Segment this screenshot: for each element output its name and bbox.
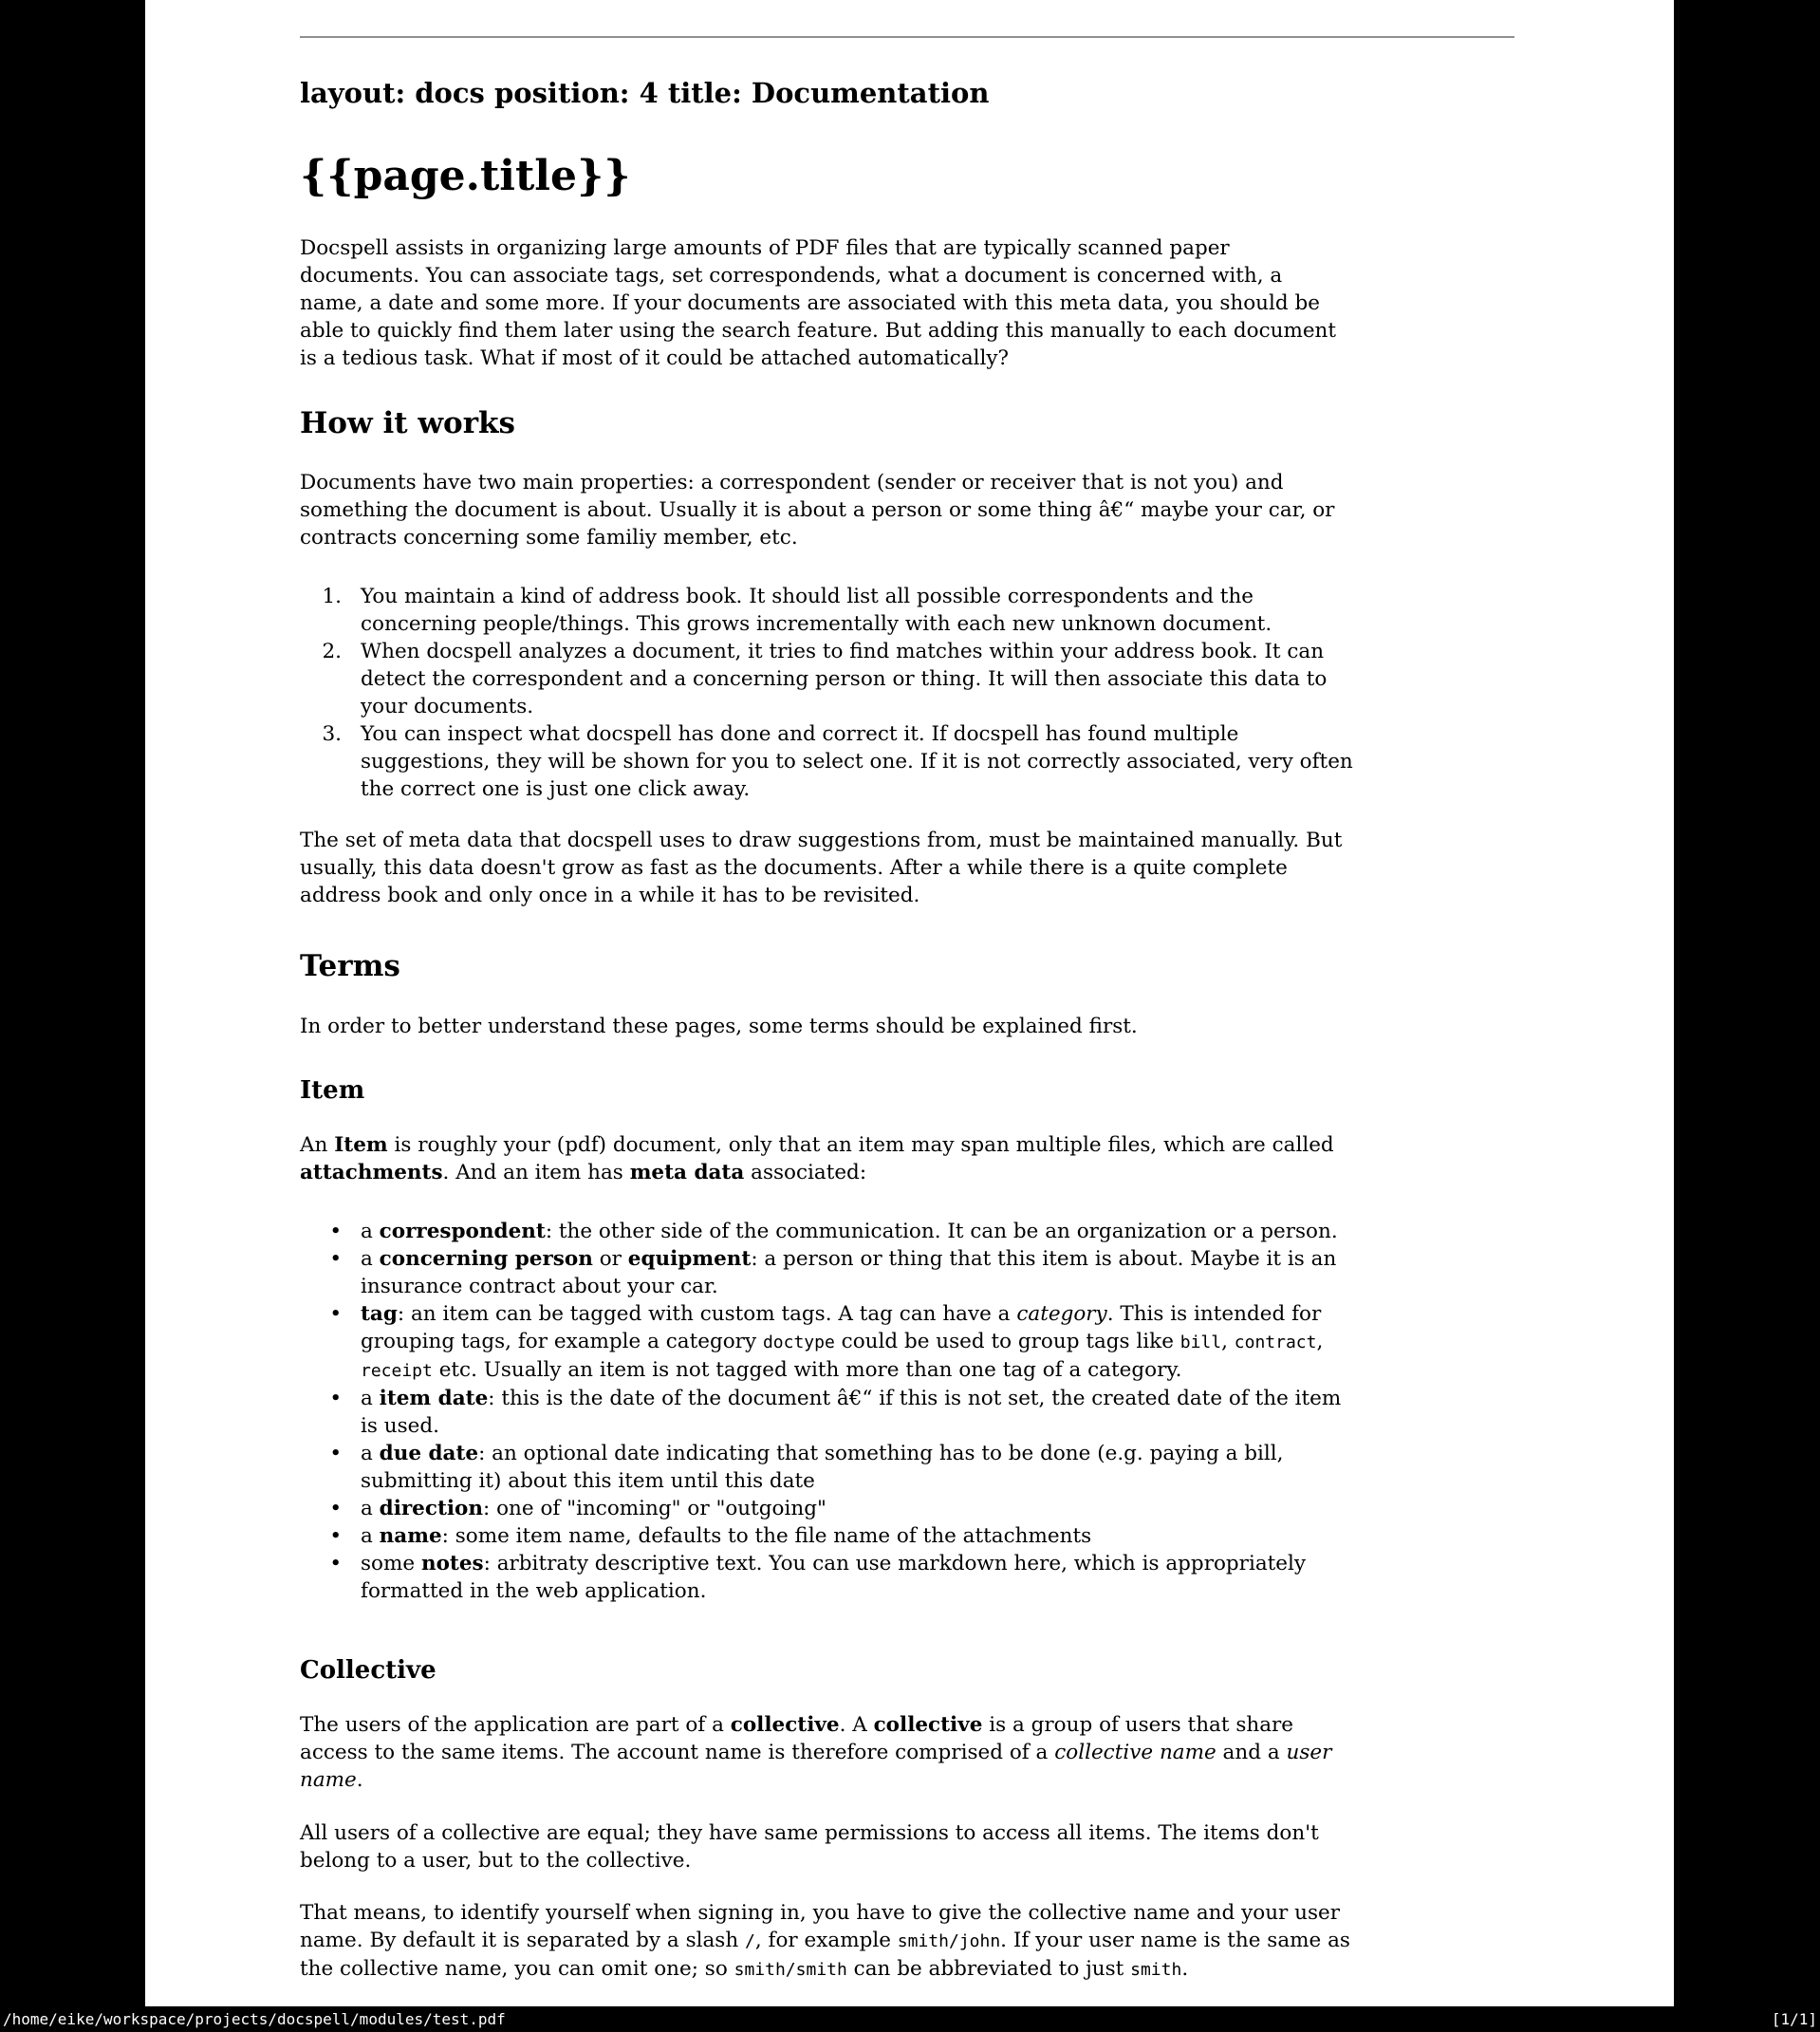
list-item xyxy=(300,583,1514,638)
terms-intro-paragraph xyxy=(300,1013,1514,1040)
text-line: submitting it) about this item until this date xyxy=(361,1469,815,1493)
italic-text: category xyxy=(1016,1302,1107,1326)
bold-text: equipment xyxy=(627,1247,752,1271)
text-line: the collective name, you can omit one; so smith/smith can be abbreviated to just smith. xyxy=(300,1957,1189,1981)
status-file-path: /home/eike/workspace/projects/docspell/modules/test.pdf xyxy=(3,2010,506,2028)
text-line: a item date: this is the date of the document â€“ if this is not set, the created date of the item xyxy=(361,1387,1342,1410)
text-line: How it works xyxy=(300,406,515,440)
meta-data-paragraph xyxy=(300,827,1514,909)
list-marker: • xyxy=(329,1442,342,1465)
text-line: a due date: an optional date indicating that something has to be done (e.g. paying a bill, xyxy=(361,1442,1284,1465)
bold-text: direction xyxy=(379,1497,484,1520)
text-line: tag: an item can be tagged with custom tags. A tag can have a category. This is intended for xyxy=(361,1302,1322,1326)
text-line: detect the correspondent and a concerning person or thing. It will then associate this data to xyxy=(361,667,1328,691)
heading-how-it-works xyxy=(300,406,1514,440)
text-line: is a tedious task. What if most of it could be attached automatically? xyxy=(300,346,1010,370)
heading-item xyxy=(300,1076,1514,1106)
list-item xyxy=(300,1550,1514,1605)
text-line: grouping tags, for example a category doctype could be used to group tags like bill, contract, xyxy=(361,1330,1324,1353)
list-item xyxy=(300,1385,1514,1440)
bold-text: name xyxy=(379,1524,442,1548)
text-line: You can inspect what docspell has done and correct it. If docspell has found multiple xyxy=(361,722,1239,746)
text-line: insurance contract about your car. xyxy=(361,1275,718,1298)
italic-text: user xyxy=(1286,1741,1332,1764)
text-line: In order to better understand these pages, some terms should be explained first. xyxy=(300,1015,1138,1038)
document-content xyxy=(300,0,1514,1984)
list-marker: • xyxy=(329,1247,342,1271)
text-line: name. By default it is separated by a slash /, for example smith/john. If your user name is the same as xyxy=(300,1929,1350,1952)
item-paragraph xyxy=(300,1131,1514,1186)
text-line: your documents. xyxy=(361,695,534,718)
bold-text: collective xyxy=(873,1713,983,1737)
text-line: address book and only once in a while it has to be revisited. xyxy=(300,884,920,907)
bold-text: due date xyxy=(379,1442,479,1465)
text-line: is used. xyxy=(361,1414,439,1438)
text-line: You maintain a kind of address book. It should list all possible correspondents and the xyxy=(361,585,1254,608)
document-page[interactable] xyxy=(145,0,1674,2006)
text-line: When docspell analyzes a document, it tries to find matches within your address book. It can xyxy=(361,640,1325,663)
text-line: Collective xyxy=(300,1656,436,1685)
text-line: Terms xyxy=(300,949,400,983)
text-line: That means, to identify yourself when signing in, you have to give the collective name and your user xyxy=(300,1901,1341,1925)
bold-text: item date xyxy=(379,1387,489,1410)
text-line: the correct one is just one click away. xyxy=(361,777,751,801)
text-line: attachments. And an item has meta data associated: xyxy=(300,1161,867,1184)
text-line: a name: some item name, defaults to the file name of the attachments xyxy=(361,1524,1092,1548)
bold-text: collective xyxy=(730,1713,840,1737)
text-line: belong to a user, but to the collective. xyxy=(300,1849,692,1873)
text-line: The set of meta data that docspell uses to draw suggestions from, must be maintained manually. But xyxy=(300,829,1343,852)
list-item xyxy=(300,1495,1514,1522)
list-marker: • xyxy=(329,1302,342,1326)
text-line: Item xyxy=(300,1076,365,1105)
list-item xyxy=(300,1522,1514,1550)
text-line: suggestions, they will be shown for you to select one. If it is not correctly associated, very often xyxy=(361,750,1353,774)
bold-text: Item xyxy=(334,1133,388,1157)
collective-paragraph-2 xyxy=(300,1819,1514,1874)
code-text: contract xyxy=(1234,1333,1317,1352)
status-bar xyxy=(0,2006,1820,2032)
how-it-works-steps xyxy=(300,583,1514,803)
text-line: a concerning person or equipment: a person or thing that this item is about. Maybe it is an xyxy=(361,1247,1337,1271)
code-text: doctype xyxy=(762,1333,835,1352)
how-it-works-paragraph xyxy=(300,469,1514,551)
heading-terms xyxy=(300,949,1514,983)
text-line: usually, this data doesn't grow as fast as the documents. After a while there is a quite complete xyxy=(300,856,1288,880)
list-item xyxy=(300,720,1514,803)
text-line: contracts concerning some familiy member, etc. xyxy=(300,526,798,550)
text-line: able to quickly find them later using the search feature. But adding this manually to each document xyxy=(300,319,1337,343)
bold-text: attachments xyxy=(300,1161,443,1184)
list-item xyxy=(300,1245,1514,1300)
bold-text: meta data xyxy=(629,1161,745,1184)
code-text: smith/smith xyxy=(734,1960,847,1980)
collective-paragraph-3 xyxy=(300,1899,1514,1984)
collective-paragraph-1 xyxy=(300,1711,1514,1794)
list-marker: • xyxy=(329,1524,342,1548)
list-item xyxy=(300,1440,1514,1495)
text-line: Docspell assists in organizing large amounts of PDF files that are typically scanned paper xyxy=(300,236,1230,260)
code-text: smith/john xyxy=(897,1931,1001,1951)
list-marker: 2. xyxy=(322,640,342,663)
list-item xyxy=(300,1218,1514,1245)
bold-text: concerning person xyxy=(379,1247,593,1271)
list-item xyxy=(300,1300,1514,1385)
status-page-indicator: [1/1] xyxy=(1771,2010,1817,2028)
bold-text: tag xyxy=(361,1302,398,1326)
intro-paragraph xyxy=(300,234,1514,372)
code-text: bill xyxy=(1179,1333,1222,1352)
text-line: {{page.title}} xyxy=(300,152,631,200)
text-line: access to the same items. The account name is therefore comprised of a collective name and a user xyxy=(300,1741,1332,1764)
bold-text: correspondent xyxy=(379,1220,546,1243)
text-line: concerning people/things. This grows incrementally with each new unknown document. xyxy=(361,612,1272,636)
text-line: a direction: one of "incoming" or "outgoing" xyxy=(361,1497,826,1520)
text-line: name, a date and some more. If your documents are associated with this meta data, you should be xyxy=(300,291,1320,315)
bold-text: notes xyxy=(420,1552,484,1575)
text-line: name. xyxy=(300,1768,363,1792)
front-matter-heading xyxy=(300,77,1514,109)
text-line: some notes: arbitraty descriptive text. You can use markdown here, which is appropriately xyxy=(361,1552,1307,1575)
list-marker: • xyxy=(329,1552,342,1575)
text-line: something the document is about. Usually it is about a person or some thing â€“ maybe your car, or xyxy=(300,498,1335,522)
list-marker: • xyxy=(329,1497,342,1520)
code-text: smith xyxy=(1130,1960,1182,1980)
page-title xyxy=(300,153,1514,200)
text-line: An Item is roughly your (pdf) document, only that an item may span multiple files, which are called xyxy=(300,1133,1334,1157)
text-line: documents. You can associate tags, set correspondends, what a document is concerned with, a xyxy=(300,264,1283,288)
list-marker: 1. xyxy=(322,585,342,608)
list-marker: 3. xyxy=(322,722,342,746)
text-line: receipt etc. Usually an item is not tagged with more than one tag of a category. xyxy=(361,1358,1182,1382)
text-line: layout: docs position: 4 title: Documentation xyxy=(300,77,990,109)
code-text: / xyxy=(745,1931,755,1951)
italic-text: collective name xyxy=(1054,1741,1216,1764)
text-line: All users of a collective are equal; they have same permissions to access all items. The items don't xyxy=(300,1821,1319,1845)
text-line: formatted in the web application. xyxy=(361,1579,707,1603)
text-line: The users of the application are part of a collective. A collective is a group of users that share xyxy=(300,1713,1294,1737)
code-text: receipt xyxy=(361,1361,433,1381)
list-marker: • xyxy=(329,1220,342,1243)
italic-text: name xyxy=(300,1768,357,1792)
list-marker: • xyxy=(329,1387,342,1410)
list-item xyxy=(300,638,1514,720)
text-line: Documents have two main properties: a correspondent (sender or receiver that is not you) and xyxy=(300,471,1284,494)
heading-collective xyxy=(300,1656,1514,1686)
text-line: a correspondent: the other side of the communication. It can be an organization or a person. xyxy=(361,1220,1338,1243)
front-matter-divider xyxy=(300,36,1514,38)
item-meta-list xyxy=(300,1218,1514,1605)
